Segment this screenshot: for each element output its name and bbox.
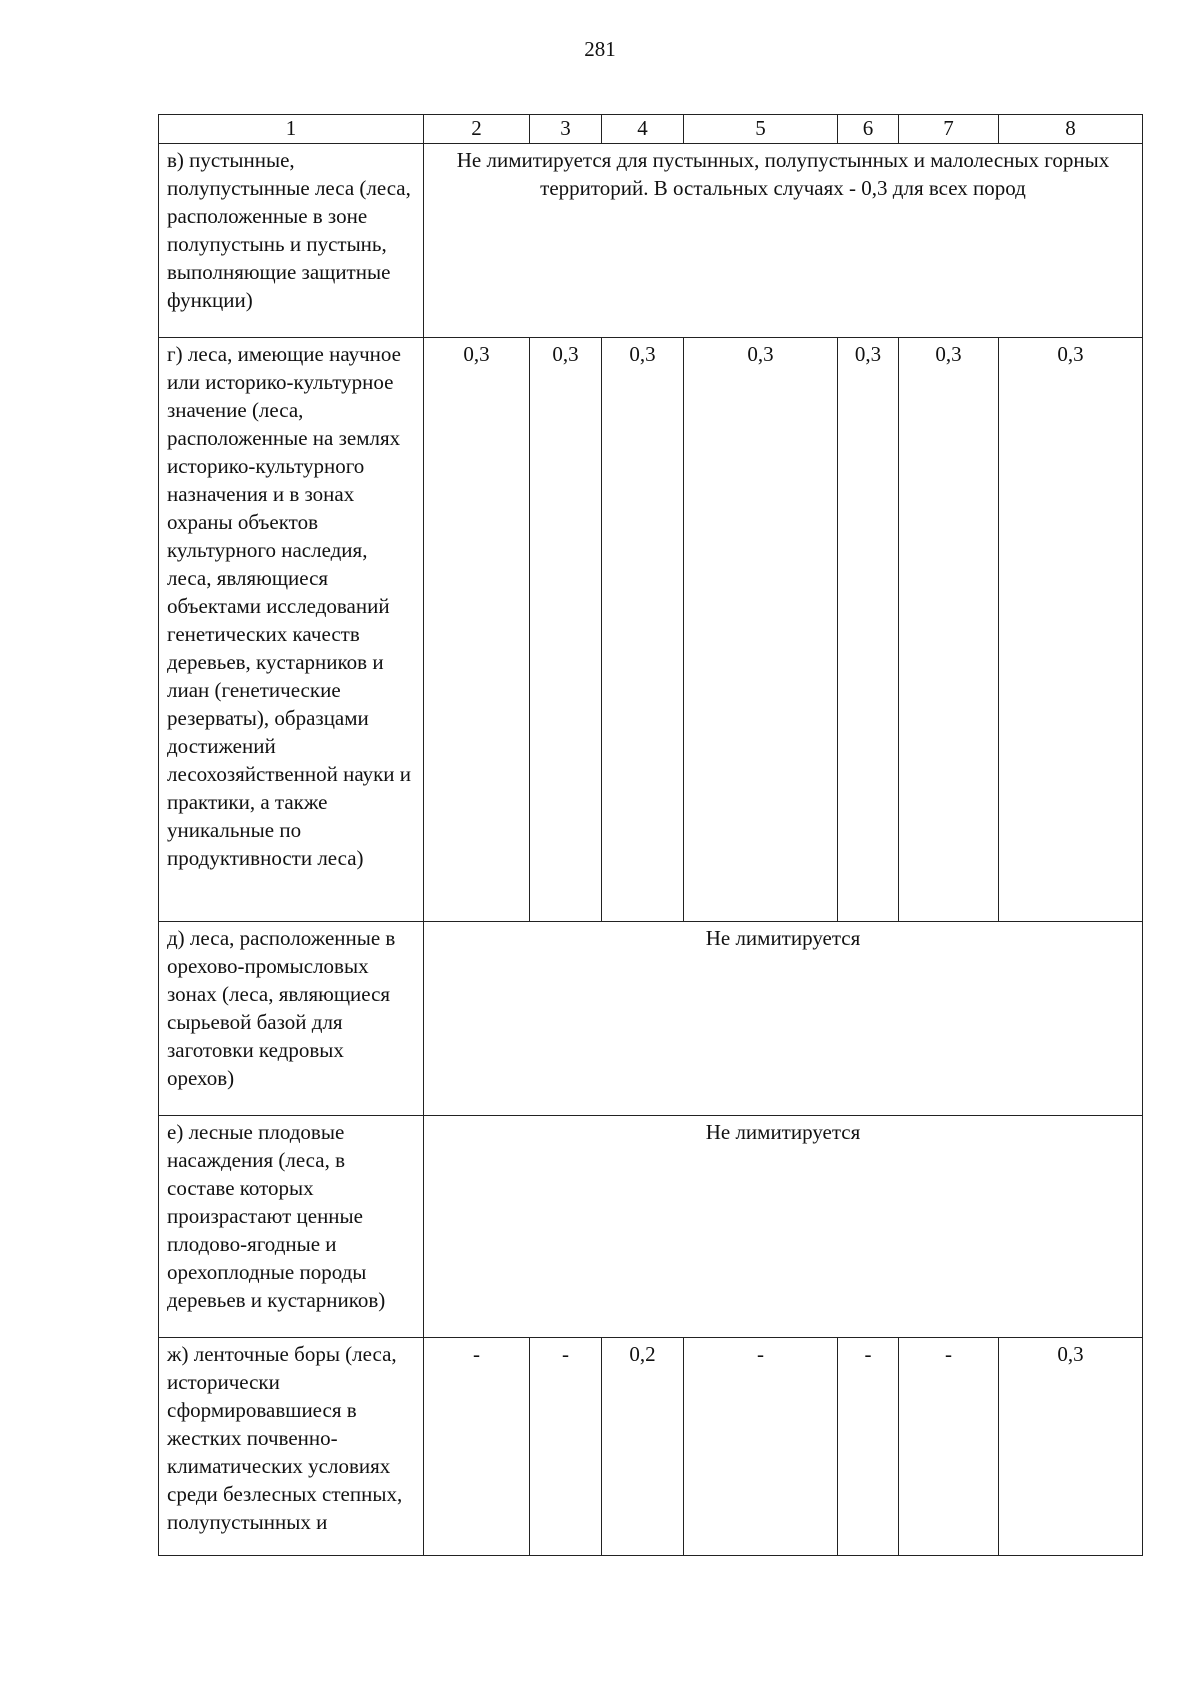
value-cell: - bbox=[684, 1338, 838, 1556]
value-cell: 0,3 bbox=[838, 338, 899, 922]
value-cell: - bbox=[424, 1338, 530, 1556]
table-row bbox=[159, 1338, 1143, 1556]
value-cell: 0,3 bbox=[684, 338, 838, 922]
value-cell: 0,3 bbox=[999, 1338, 1143, 1556]
row-label: в) пустынные, полупустынные леса (леса, расположенные в зоне полупустынь и пустынь, выполняющие защитные функции) bbox=[159, 144, 424, 338]
column-header: 2 bbox=[424, 115, 530, 144]
value-cell: 0,2 bbox=[602, 1338, 684, 1556]
value-cell: 0,3 bbox=[899, 338, 999, 922]
norms-table bbox=[158, 114, 1143, 1556]
merged-value-cell: Не лимитируется для пустынных, полупустынных и малолесных горных территорий. В остальных случаях - 0,3 для всех пород bbox=[424, 144, 1143, 338]
value-cell: 0,3 bbox=[424, 338, 530, 922]
column-header: 5 bbox=[684, 115, 838, 144]
value-cell: 0,3 bbox=[999, 338, 1143, 922]
value-cell: 0,3 bbox=[602, 338, 684, 922]
table-row bbox=[159, 922, 1143, 1116]
value-cell: - bbox=[899, 1338, 999, 1556]
value-cell: - bbox=[838, 1338, 899, 1556]
page-number: 281 bbox=[584, 37, 616, 61]
column-header: 1 bbox=[159, 115, 424, 144]
column-header: 8 bbox=[999, 115, 1143, 144]
value-cell: 0,3 bbox=[530, 338, 602, 922]
table-header-row bbox=[159, 115, 1143, 144]
column-header: 7 bbox=[899, 115, 999, 144]
column-header: 6 bbox=[838, 115, 899, 144]
table-row bbox=[159, 144, 1143, 338]
row-label: д) леса, расположенные в орехово-промысловых зонах (леса, являющиеся сырьевой базой для заготовки кедровых орехов) bbox=[159, 922, 424, 1116]
row-label: ж) ленточные боры (леса, исторически сформировавшиеся в жестких почвенно-климатических условиях среди безлесных степных, полупустынных и bbox=[159, 1338, 424, 1556]
column-header: 3 bbox=[530, 115, 602, 144]
table-row bbox=[159, 1116, 1143, 1338]
value-cell: - bbox=[530, 1338, 602, 1556]
column-header: 4 bbox=[602, 115, 684, 144]
row-label: г) леса, имеющие научное или историко-культурное значение (леса, расположенные на землях историко-культурного назначения и в зонах охраны объектов культурного наследия, леса, являющиеся объектами исследований генетических качеств деревьев, кустарников и лиан (генетические резерваты), образцами достижений лесохозяйственной науки и практики, а также уникальные по продуктивности леса) bbox=[159, 338, 424, 922]
row-label: е) лесные плодовые насаждения (леса, в составе которых произрастают ценные плодово-ягодные и орехоплодные породы деревьев и кустарников) bbox=[159, 1116, 424, 1338]
table-row bbox=[159, 338, 1143, 922]
merged-value-cell: Не лимитируется bbox=[424, 1116, 1143, 1338]
merged-value-cell: Не лимитируется bbox=[424, 922, 1143, 1116]
